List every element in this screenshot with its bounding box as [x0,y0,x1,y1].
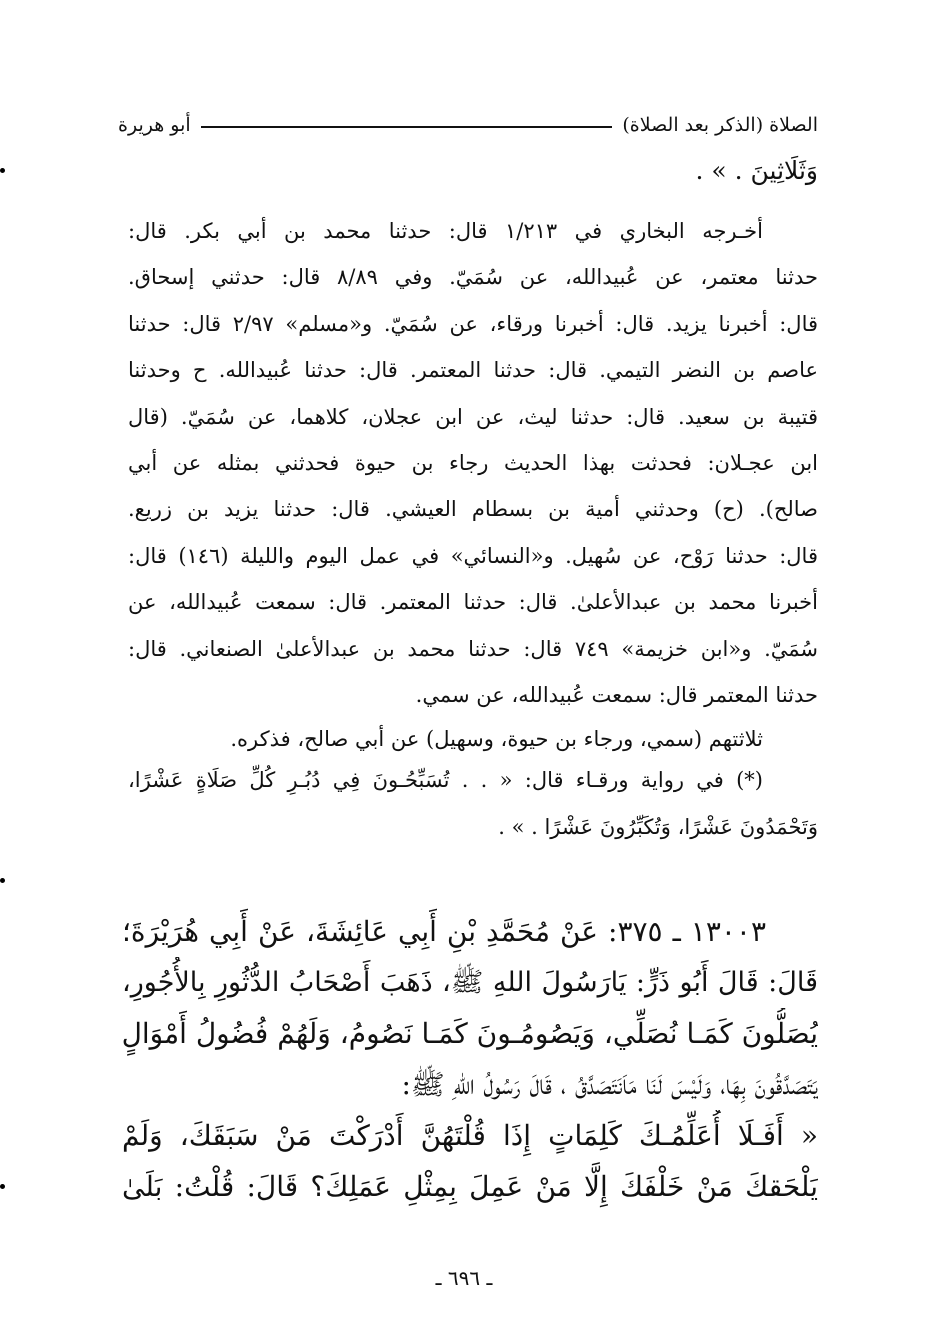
takhrij-line: أخبرنا محمد بن عبدالأعلىٰ. قال: حدثنا المعتمر. قال: سمعت عُبيدالله، عن [128,590,818,615]
takhrij-line: قال: حدثنا رَوْح، عن سُهيل. و«النسائي» في عمل اليوم والليلة (١٤٦) قال: [128,543,818,568]
intro-line: وَثَلَاثِينَ . » . [695,156,818,185]
takhrij-line: صالح). (ح) وحدثني أمية بن بسطام العيشي. قال: حدثنا يزيد بن زريع. [128,497,818,522]
takhrij-line: سُمَيّ. و«ابن خزيمة» ٧٤٩ قال: حدثنا محمد بن عبدالأعلىٰ الصنعاني. قال: [128,636,818,661]
note-line: (*) في رواية ورقـاء قال: « . . تُسَبِّحُـونَ فِي دُبُـرِ كُلِّ صَلَاةٍ عَشْرًا، [128,768,763,792]
running-header [118,108,818,142]
scan-margin-mark [0,1184,5,1189]
hadith-line: يُصَلُّونَ كَمَـا نُصَلِّي، وَيَصُومُـونَ كَمَـا نَصُومُ، وَلَهُمْ فُضُولُ أَمْوَالٍ [122,1017,818,1050]
takhrij-line: قتيبة بن سعيد. قال: حدثنا ليث، عن ابن عجلان، كلاهما، عن سُمَيّ. (قال [128,404,818,429]
header-section-title: الصلاة (الذكر بعد الصلاة) [622,114,818,136]
header-rule [201,126,613,128]
scan-margin-mark [0,878,5,883]
hadith-line: يَتَصَدَّقُونَ بِهَا، وَلَيْسَ لَنَا مَاَنَتَصَدَّقُ ، قَالَ رَسُولُ اللهِ ﷺ: [401,1068,818,1101]
hadith-text [122,906,818,1212]
intro-fragment [118,148,818,194]
scan-margin-mark [0,168,5,173]
takhrij-line: حدثنا معتمر، عن عُبيدالله، عن سُمَيّ. وفي ٨/٨٩ قال: حدثني إسحاق. [128,265,818,290]
hadith-line: قَالَ: قَالَ أَبُو ذَرٍّ: يَارَسُولَ اللهِ ﷺ، ذَهَبَ أَصْحَابُ الدُّثُورِ بِالأُجُورِ، [122,967,818,998]
page-number: ـ ٦٩٦ ـ [435,1266,493,1290]
takhrij-line: قال: أخبرنا يزيد. قال: أخبرنا ورقاء، عن سُمَيّ. و«مسلم» ٢/٩٧ قال: حدثنا [128,311,818,336]
takhrij-line: أخـرجه البخاري في ١/٢١٣ قال: حدثنا محمد بن أبي بكر. قال: [128,219,763,243]
takhrij-line: عاصم بن النضر التيمي. قال: حدثنا المعتمر. قال: حدثنا عُبيدالله. ح وحدثنا [128,358,818,383]
takhrij-line: ابن عجـلان: فحدثت بهذا الحديث رجاء بن حيوة فحدثني بمثله عن أبي [128,450,818,475]
takhrij-paragraph [128,208,818,718]
note-line: ثلاثتهم (سمي، ورجاء بن حيوة، وسهيل) عن أبي صالح، فذكره. [230,727,763,751]
note-line: وَتَحْمَدُونَ عَشْرًا، وَتُكَبِّرُونَ عَشْرًا . » . [498,815,818,839]
note-paragraph [128,722,818,850]
takhrij-line: حدثنا المعتمر قال: سمعت عُبيدالله، عن سمي. [415,682,818,707]
hadith-line: « أَفَـلَا أُعَلِّمُـكَ كَلِمَاتٍ إِذَا قُلْتَهُنَّ أَدْرَكْتَ مَنْ سَبَقَكَ، وَلَمْ [122,1119,818,1152]
hadith-line: ١٣٠٠٣ ـ ٣٧٥: عَنْ مُحَمَّدِ بْنِ أَبِي عَائِشَةَ، عَنْ أَبِي هُرَيْرَةَ؛ [122,915,766,948]
header-narrator: أبو هريرة [118,114,191,136]
hadith-line: يَلْحَقكَ مَنْ خَلْفَكَ إِلَّا مَنْ عَمِلَ بِمِثْلِ عَمَلِكَ؟ قَالَ: قُلْتُ: بَلَىٰ [122,1170,818,1203]
